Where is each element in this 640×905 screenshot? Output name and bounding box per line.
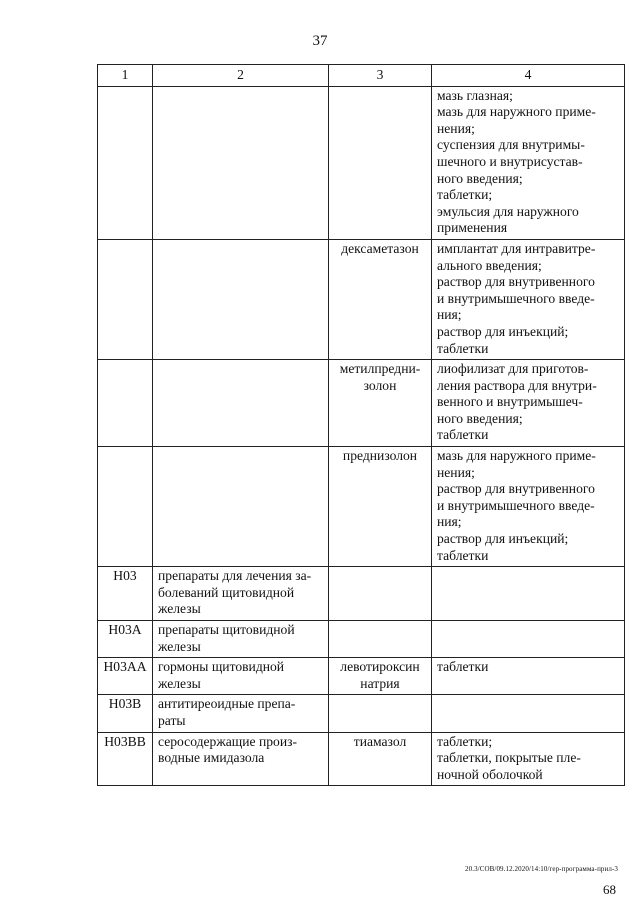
- dosage-forms-cell: [432, 732, 625, 786]
- drug-name-cell: преднизолон: [329, 447, 432, 567]
- drug-name-cell: [329, 86, 432, 239]
- dosage-form-line: ночной оболочкой: [437, 766, 543, 782]
- dosage-form-line: раствор для внутривенного: [437, 274, 595, 290]
- table-row: [98, 447, 625, 567]
- dosage-forms-cell: [432, 658, 625, 695]
- dosage-form-line: таблетки, покрытые пле-: [437, 750, 581, 766]
- column-header: 2: [153, 65, 329, 87]
- document-code: 20.3/СОВ/09.12.2020/14:10/гер-программа-прил-3: [465, 865, 618, 873]
- dosage-form-line: таблетки: [437, 427, 489, 443]
- dosage-form-line: таблетки: [437, 340, 489, 356]
- table-row: [98, 360, 625, 447]
- dosage-forms-cell: [432, 621, 625, 658]
- table-row: [98, 732, 625, 786]
- dosage-forms-cell: [432, 447, 625, 567]
- drug-name-cell: [329, 695, 432, 732]
- drug-name-cell: метилпредни- золон: [329, 360, 432, 447]
- group-name-cell: препараты для лечения за- болеваний щитовидной железы: [153, 567, 329, 621]
- atc-code-cell: H03AA: [98, 658, 153, 695]
- group-name-cell: [153, 447, 329, 567]
- table-row: [98, 695, 625, 732]
- dosage-forms-cell: [432, 360, 625, 447]
- drug-name-cell: [329, 567, 432, 621]
- dosage-forms-cell: [432, 86, 625, 239]
- dosage-forms-cell: [432, 567, 625, 621]
- dosage-form-line: ления раствора для внутри-: [437, 377, 597, 393]
- group-name-cell: гормоны щитовидной железы: [153, 658, 329, 695]
- table-row: [98, 621, 625, 658]
- dosage-form-line: имплантат для интравитре-: [437, 240, 596, 256]
- group-name-cell: антитиреоидные препа- раты: [153, 695, 329, 732]
- column-header: 1: [98, 65, 153, 87]
- atc-code-cell: H03: [98, 567, 153, 621]
- dosage-form-line: шечного и внутрисустав-: [437, 153, 583, 169]
- dosage-form-line: ния;: [437, 307, 462, 323]
- group-name-cell: серосодержащие произ- водные имидазола: [153, 732, 329, 786]
- dosage-form-line: таблетки;: [437, 187, 493, 203]
- table-body: [98, 86, 625, 786]
- page-number: 37: [312, 33, 328, 49]
- table-row: [98, 658, 625, 695]
- dosage-form-line: таблетки: [437, 659, 489, 675]
- dosage-form-line: и внутримышечного введе-: [437, 497, 595, 513]
- dosage-form-line: лиофилизат для приготов-: [437, 361, 589, 377]
- group-name-cell: [153, 86, 329, 239]
- atc-code-cell: H03A: [98, 621, 153, 658]
- drug-table: [97, 64, 625, 786]
- atc-code-cell: [98, 239, 153, 359]
- drug-name-cell: [329, 621, 432, 658]
- atc-code-cell: [98, 360, 153, 447]
- atc-code-cell: [98, 86, 153, 239]
- dosage-forms-cell: [432, 239, 625, 359]
- dosage-form-line: раствор для инъекций;: [437, 323, 569, 339]
- column-header: 3: [329, 65, 432, 87]
- dosage-form-line: ального введения;: [437, 257, 542, 273]
- dosage-form-line: применения: [437, 220, 508, 236]
- dosage-form-line: ного введения;: [437, 170, 523, 186]
- dosage-form-line: и внутримышечного введе-: [437, 290, 595, 306]
- dosage-form-line: раствор для инъекций;: [437, 531, 569, 547]
- column-header: 4: [432, 65, 625, 87]
- dosage-form-line: венного и внутримышеч-: [437, 394, 583, 410]
- table-row: [98, 567, 625, 621]
- dosage-form-line: таблетки: [437, 547, 489, 563]
- group-name-cell: [153, 360, 329, 447]
- atc-code-cell: H03BB: [98, 732, 153, 786]
- table-header-row: [98, 65, 625, 87]
- dosage-form-line: ного введения;: [437, 410, 523, 426]
- group-name-cell: препараты щитовидной железы: [153, 621, 329, 658]
- atc-code-cell: H03B: [98, 695, 153, 732]
- dosage-form-line: нения;: [437, 120, 475, 136]
- dosage-form-line: раствор для внутривенного: [437, 481, 595, 497]
- table-row: [98, 239, 625, 359]
- dosage-form-line: эмульсия для наружного: [437, 203, 579, 219]
- table-row: [98, 86, 625, 239]
- dosage-form-line: суспензия для внутримы-: [437, 137, 585, 153]
- footer-page-number: 68: [603, 882, 616, 897]
- dosage-form-line: мазь для наружного приме-: [437, 448, 596, 464]
- dosage-form-line: нения;: [437, 464, 475, 480]
- dosage-form-line: таблетки;: [437, 733, 493, 749]
- drug-name-cell: дексаметазон: [329, 239, 432, 359]
- drug-name-cell: левотироксин натрия: [329, 658, 432, 695]
- group-name-cell: [153, 239, 329, 359]
- dosage-form-line: ния;: [437, 514, 462, 530]
- dosage-forms-cell: [432, 695, 625, 732]
- dosage-form-line: мазь глазная;: [437, 87, 513, 103]
- atc-code-cell: [98, 447, 153, 567]
- drug-name-cell: тиамазол: [329, 732, 432, 786]
- dosage-form-line: мазь для наружного приме-: [437, 104, 596, 120]
